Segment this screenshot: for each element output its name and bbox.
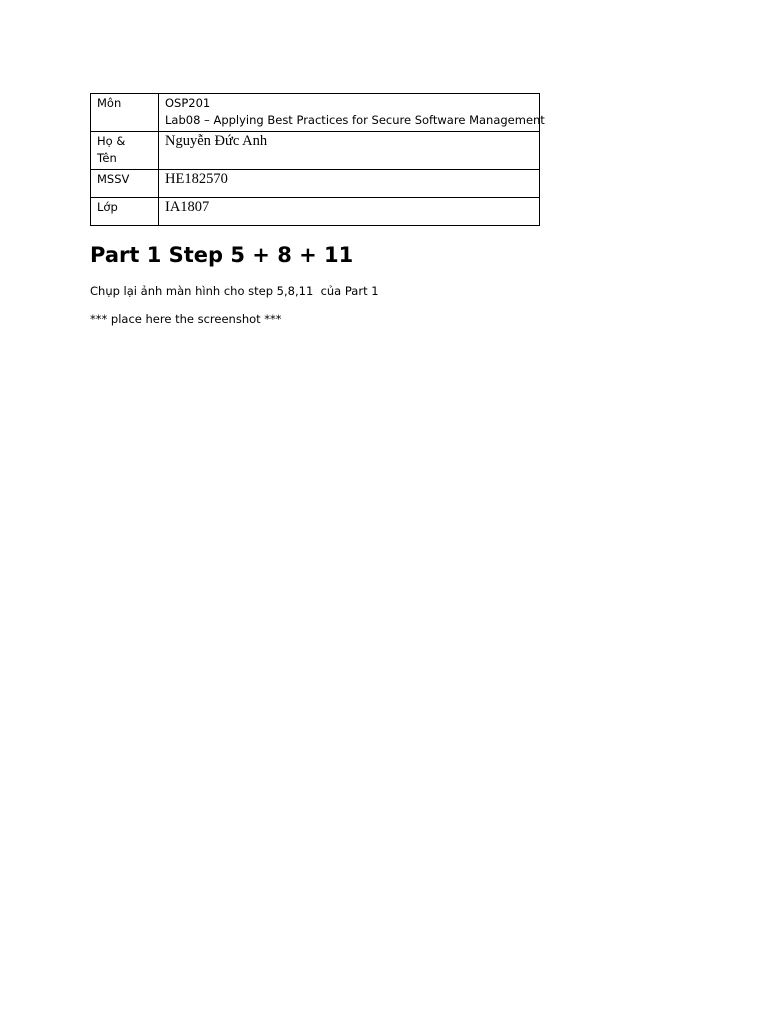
class-value-cell — [159, 198, 540, 226]
student-id-label: MSSV — [97, 172, 130, 186]
table-row-name — [91, 132, 540, 170]
name-value-cell — [159, 132, 540, 170]
subject-label-cell — [91, 94, 159, 132]
name-label-line-1: Họ & — [97, 134, 126, 148]
student-id: HE182570 — [165, 171, 228, 187]
student-info-table — [90, 93, 545, 226]
lab-title: Lab08 – Applying Best Practices for Secure Software Management — [165, 113, 545, 127]
name-label-line-2: Tên — [97, 151, 117, 165]
name-label-cell — [91, 132, 159, 170]
class-label-cell — [91, 198, 159, 226]
section-heading: Part 1 Step 5 + 8 + 11 — [90, 243, 354, 267]
subject-label: Môn — [97, 96, 122, 110]
table-row-subject — [91, 94, 540, 132]
screenshot-placeholder-text: *** place here the screenshot *** — [90, 312, 282, 326]
student-id-value-cell — [159, 170, 540, 198]
student-id-label-cell — [91, 170, 159, 198]
table-row-class — [91, 198, 540, 226]
instruction-text: Chụp lại ảnh màn hình cho step 5,8,11 của Part 1 — [90, 284, 379, 298]
student-name: Nguyễn Đức Anh — [165, 133, 268, 149]
subject-value-cell — [159, 94, 545, 132]
table-row-student-id — [91, 170, 540, 198]
class-label: Lớp — [97, 200, 118, 214]
course-code: OSP201 — [165, 96, 211, 110]
class-code: IA1807 — [165, 199, 210, 215]
